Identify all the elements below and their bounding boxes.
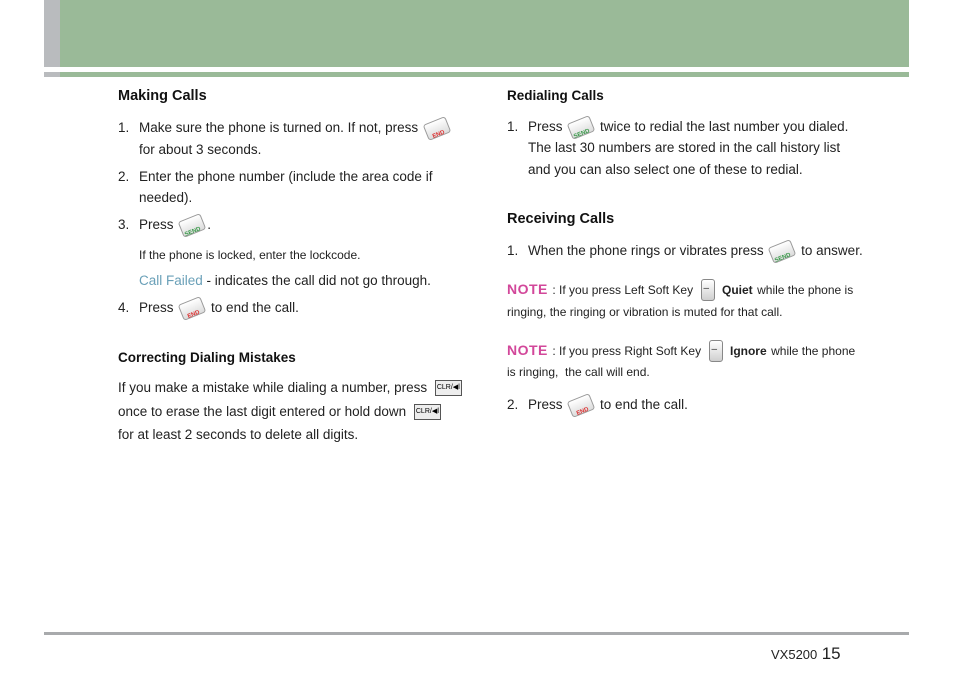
redialing-step-number: 1. [507,119,519,134]
footer-rule [44,632,909,635]
end-key-icon [423,116,452,141]
right-soft-key-icon [709,340,723,362]
call-failed-label: Call Failed [139,273,203,288]
header-green-band [60,0,909,67]
lock-note: If the phone is locked, enter the lockcode. [139,248,361,262]
note-1-post: while the phone is [757,283,854,298]
making-calls-step-3-number: 3. [118,217,130,232]
receiving-step-2-number: 2. [507,397,519,412]
call-failed-line [139,270,431,292]
page-number: 15 [821,644,841,663]
end-key-icon [567,393,596,418]
send-key-icon [768,239,797,264]
footer [771,644,841,664]
correcting-line3: for at least 2 seconds to delete all digits. [118,427,359,442]
making-calls-step-1-number: 1. [118,120,130,135]
receiving-step-2-post: to end the call. [600,397,688,412]
note-2-line2: is ringing, the call will end. [507,365,650,379]
making-calls-step-4 [139,297,299,319]
header-rule-green [60,72,909,77]
note-1-label: NOTE [507,281,548,298]
receiving-step-1 [528,240,863,262]
correcting-line1 [118,377,462,399]
note-1 [507,279,853,301]
redialing-post: twice to redial the last number you dialed. [600,119,849,134]
making-calls-step-3 [139,214,211,236]
correcting-heading: Correcting Dialing Mistakes [118,350,296,365]
making-calls-step-4-pre: Press [139,300,174,315]
making-calls-step-2-number: 2. [118,169,130,184]
making-calls-step-4-number: 4. [118,300,130,315]
correcting-line2-text: once to erase the last digit entered or hold down [118,404,407,419]
receiving-step-1-post: to answer. [801,243,863,258]
model-name: VX5200 [771,647,818,662]
receiving-step-2-pre: Press [528,397,563,412]
header-gray-band [44,0,60,67]
redialing-line2: The last 30 numbers are stored in the call history list [528,140,841,155]
receiving-step-2 [528,394,688,416]
note-2 [507,340,855,362]
redialing-pre: Press [528,119,563,134]
header-rule-gray [44,72,60,77]
correcting-line2 [118,401,441,423]
making-calls-step-3-pre: Press [139,217,174,232]
note-1-line2: ringing, the ringing or vibration is muted for that call. [507,305,783,319]
making-calls-step-2-line2: needed). [139,190,193,205]
redialing-step-line1 [528,116,848,138]
clr-key-icon: CLR/◀ǀ [435,380,462,396]
note-2-label: NOTE [507,342,548,359]
receiving-heading: Receiving Calls [507,211,615,227]
making-calls-heading: Making Calls [118,88,207,104]
making-calls-step-1-line1: Make sure the phone is turned on. If not, press [139,120,419,135]
making-calls-step-2-line1: Enter the phone number (include the area code if [139,169,433,184]
call-failed-text: - indicates the call did not go through. [202,273,431,288]
note-1-pre: : If you press Left Soft Key [552,283,694,298]
making-calls-step-1 [139,117,452,139]
redialing-heading: Redialing Calls [507,88,604,103]
receiving-step-1-number: 1. [507,243,519,258]
redialing-line3: and you can also select one of these to redial. [528,162,803,177]
note-1-bold: Quiet [722,283,753,298]
note-2-bold: Ignore [729,344,767,359]
receiving-step-1-pre: When the phone rings or vibrates press [528,243,764,258]
making-calls-step-3-post: . [207,217,212,232]
correcting-line1-text: If you make a mistake while dialing a number, press [118,380,428,395]
note-2-pre: : If you press Right Soft Key [552,344,702,359]
making-calls-step-4-post: to end the call. [211,300,299,315]
making-calls-step-1-line2: for about 3 seconds. [139,142,262,157]
left-soft-key-icon [701,279,715,301]
note-2-post: while the phone [771,344,856,359]
end-key-icon [178,296,207,321]
clr-key-icon: CLR/◀ǀ [414,404,441,420]
send-key-icon [178,213,207,238]
